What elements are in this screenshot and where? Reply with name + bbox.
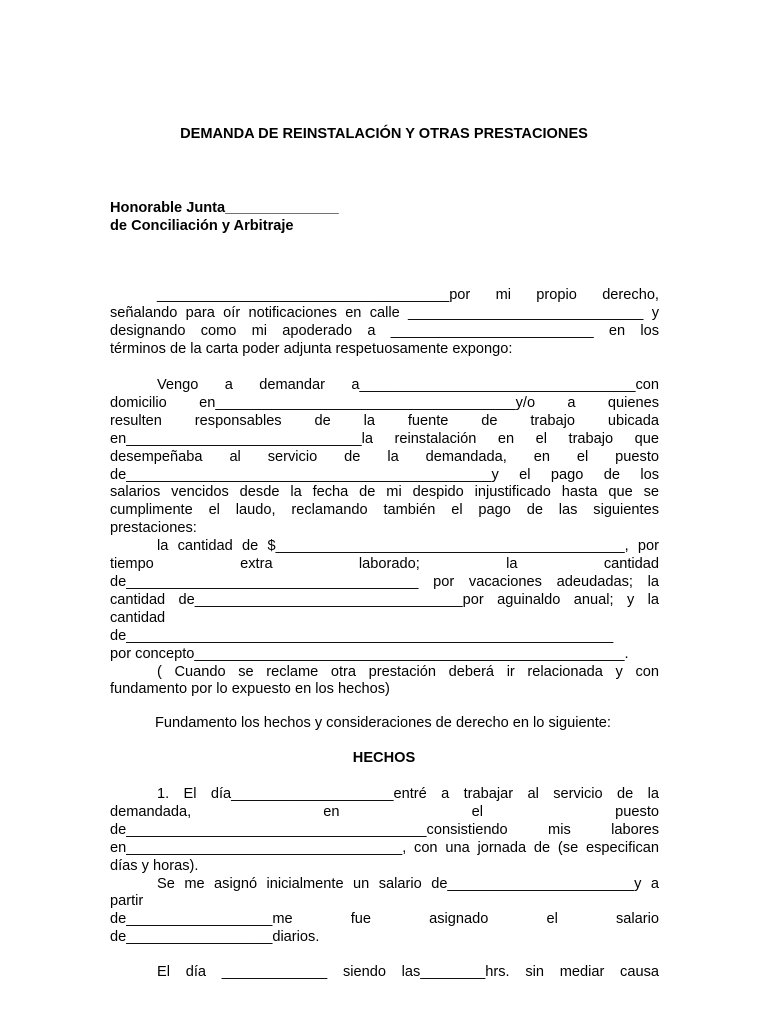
amount-line: tiempo extra laborado; la cantidad [110,556,659,573]
claim-line: Vengo a demandar a__________________________________con [157,377,659,393]
fact-line: partir [110,893,144,910]
fact-line: Se me asignó inicialmente un salario de_______________________y a [157,875,659,892]
claim-line: desempeñaba al servicio de la demandada, en el puesto [110,448,659,465]
fact-line: demandada, en el puesto [110,803,659,820]
fact-line: de__________________me fue asignado el salario [110,911,659,928]
amount-line: por concepto_____________________________________________________. [110,645,629,662]
foundation-text: Fundamento los hechos y consideraciones de derecho en lo siguiente: [155,715,611,731]
note-line: ( Cuando se reclame otra prestación deberá ir relacionada y con [157,663,659,680]
note-line: fundamento por lo expuesto en los hechos) [110,681,390,698]
intro-line: términos de la carta poder adjunta respetuosamente expongo: [110,340,513,357]
facts-heading: HECHOS [352,750,416,766]
claim-line: prestaciones: [110,520,197,537]
claim-line: de_____________________________________________y el pago de los [110,466,659,483]
claim-line: en_____________________________la reinstalación en el trabajo que [110,430,659,447]
intro-line: ____________________________________por mi propio derecho, [157,287,659,303]
intro-line: designando como mi apoderado a _________________________ en los [110,322,659,339]
claim-line: cumplimente el laudo, reclamando también el pago de las siguientes [110,502,659,519]
claim-line: resulten responsables de la fuente de trabajo ubicada [110,412,659,429]
claim-paragraph [110,377,659,699]
amount-line: de____________________________________ por vacaciones adeudadas; la [110,573,659,590]
fact-line: en__________________________________, con una jornada de (se especifican [110,839,659,856]
intro-line: señalando para oír notificaciones en calle _____________________________ y [110,304,659,321]
fact-line: de_____________________________________consistiendo mis labores [110,821,659,838]
amount-line: cantidad de_________________________________por aguinaldo anual; y la [110,591,659,608]
addressee-line-1: Honorable Junta______________ [110,200,339,216]
claim-line: salarios vencidos desde la fecha de mi despido injustificado hasta que se [110,484,659,501]
addressee-line-2: de Conciliación y Arbitraje [110,218,294,234]
facts-paragraph [110,786,659,947]
claim-line: domicilio en_____________________________________y/o a quienes [110,394,659,411]
fact-line: días y horas). [110,857,199,874]
amount-line: la cantidad de $___________________________________________, por [157,538,659,555]
fact-line: 1. El día____________________entré a trabajar al servicio de la [157,786,659,802]
intro-paragraph [110,287,659,359]
document-title: DEMANDA DE REINSTALACIÓN Y OTRAS PRESTACIONES [180,126,588,142]
facts-paragraph-3 [110,964,659,982]
amount-line: cantidad de____________________________________________________________ [110,609,614,644]
fact-line: de__________________diarios. [110,929,320,946]
addressee-block [110,199,339,235]
fact-line: El día _____________ siendo las________hrs. sin mediar causa [157,964,659,980]
